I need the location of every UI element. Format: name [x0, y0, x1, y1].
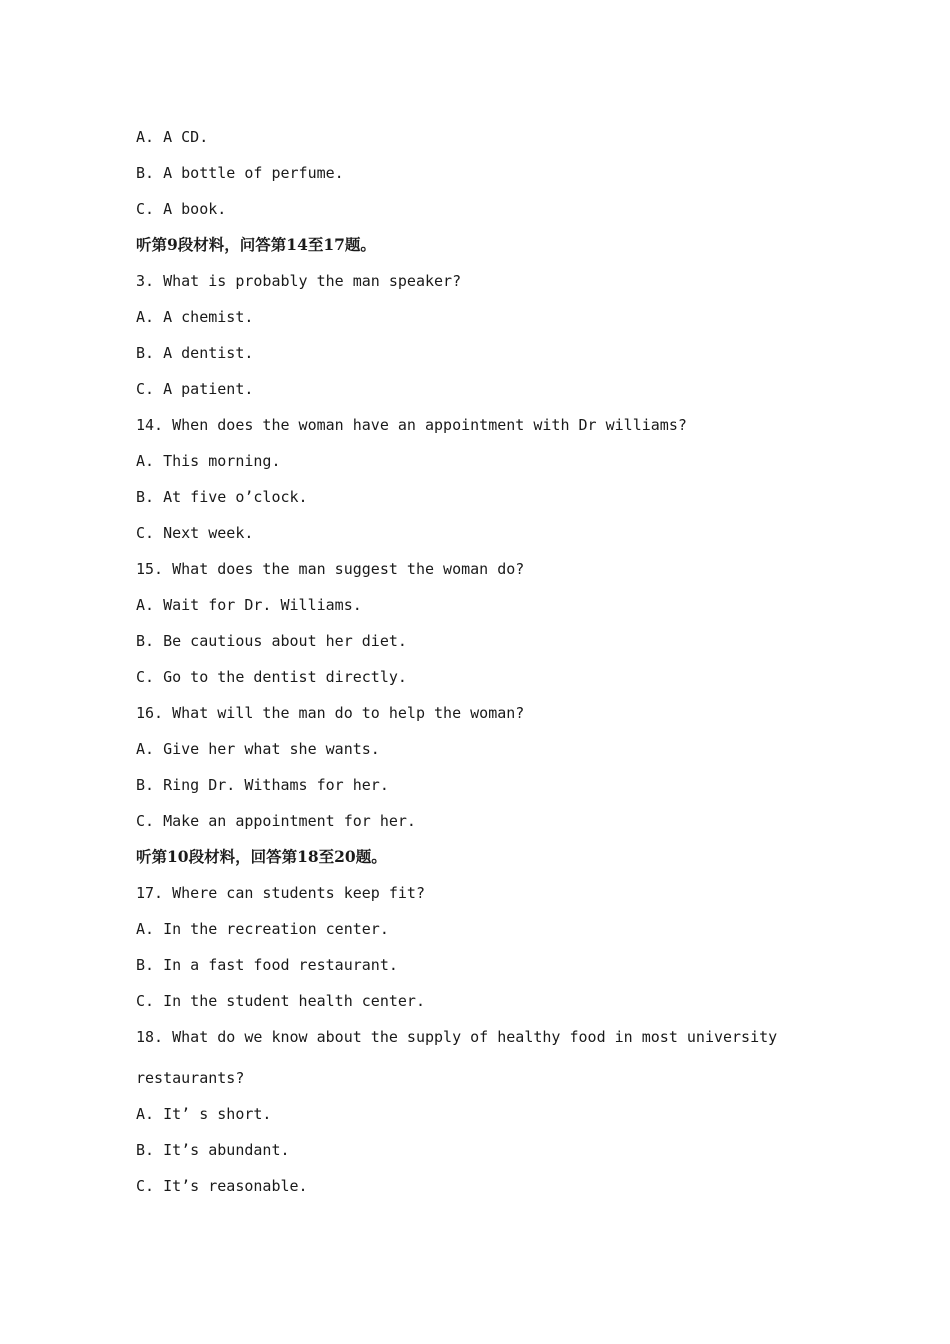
document-page — [136, 125, 836, 1210]
question: 15. What does the man suggest the woman do? — [136, 560, 525, 578]
option-b: B. It’s abundant. — [136, 1141, 290, 1159]
question: 3. What is probably the man speaker? — [136, 272, 462, 290]
option-c: C. Next week. — [136, 524, 254, 542]
question: 16. What will the man do to help the woman? — [136, 704, 525, 722]
question: 17. Where can students keep fit? — [136, 884, 425, 902]
option-b: B. At five o’clock. — [136, 488, 308, 506]
option-b: B. In a fast food restaurant. — [136, 956, 398, 974]
section-heading: 听第10段材料，回答第18至20题。 — [136, 847, 387, 866]
option-b: B. Ring Dr. Withams for her. — [136, 776, 389, 794]
option-a: A. This morning. — [136, 452, 281, 470]
option-a: A. Give her what she wants. — [136, 740, 380, 758]
option-c: C. A patient. — [136, 380, 254, 398]
option-a: A. It’ s short. — [136, 1105, 272, 1123]
option-b: B. A bottle of perfume. — [136, 164, 344, 182]
option-a: A. Wait for Dr. Williams. — [136, 596, 362, 614]
option-a: A. A CD. — [136, 128, 209, 146]
section-heading: 听第9段材料，问答第14至17题。 — [136, 235, 376, 254]
option-c: C. In the student health center. — [136, 992, 425, 1010]
question-continuation: restaurants? — [136, 1069, 245, 1087]
option-a: A. A chemist. — [136, 308, 254, 326]
option-c: C. Make an appointment for her. — [136, 812, 416, 830]
option-c: C. It’s reasonable. — [136, 1177, 308, 1195]
option-b: B. A dentist. — [136, 344, 254, 362]
question: 14. When does the woman have an appointment with Dr williams? — [136, 416, 687, 434]
option-b: B. Be cautious about her diet. — [136, 632, 407, 650]
question: 18. What do we know about the supply of healthy food in most university — [136, 1028, 778, 1046]
option-c: C. Go to the dentist directly. — [136, 668, 407, 686]
option-c: C. A book. — [136, 200, 227, 218]
option-a: A. In the recreation center. — [136, 920, 389, 938]
